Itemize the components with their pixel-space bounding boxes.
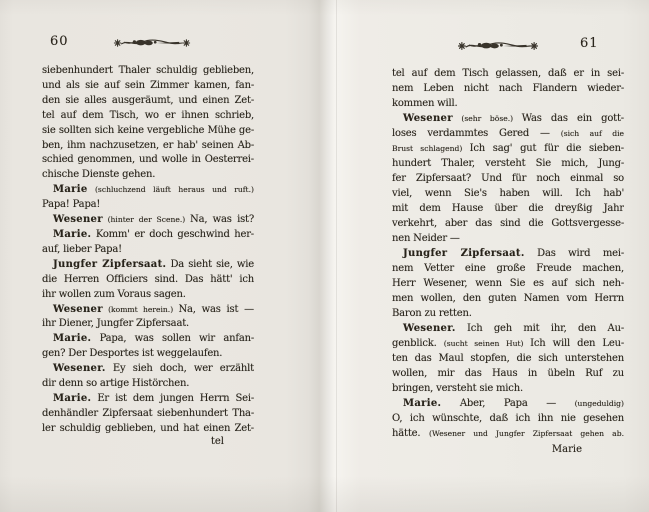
text-line: [42, 332, 254, 347]
body-text: Papa! Papa!: [42, 199, 101, 211]
body-text: Papa, was sollen wir anfan-: [91, 333, 254, 345]
speaker-name: Jungfer Zipfersaat.: [53, 258, 167, 270]
speaker-name: Wesener: [53, 214, 103, 226]
text-line: [42, 288, 254, 303]
speaker-name: Marie.: [53, 333, 92, 345]
text-line: [42, 392, 254, 407]
body-text: denhändler Zipfersaat siebenhundert Tha-: [42, 407, 254, 419]
text-line: [42, 422, 254, 437]
page-left: [0, 0, 322, 512]
stage-direction: (sehr böse.): [452, 114, 522, 123]
body-text: tel auf dem Tisch, wo er ihnen schrieb,: [42, 109, 254, 121]
body-text: ben, ihm nachzusetzen, er hab' seinen Ab-: [42, 139, 254, 151]
body-text: genblick.: [392, 338, 444, 349]
speaker-name: Wesener: [53, 303, 103, 315]
speaker-name: Jungfer Zipfersaat.: [403, 248, 525, 259]
text-line: [392, 141, 624, 156]
text-line: [392, 276, 624, 291]
text-line: [392, 111, 624, 126]
text-line: [392, 351, 624, 366]
text-line: [392, 216, 624, 231]
body-text: mit dem Hause über die dreyßig Jahr: [392, 203, 624, 214]
text-line: [42, 213, 254, 228]
text-line: [42, 303, 254, 318]
stage-direction: (ungeduldig): [574, 399, 624, 408]
body-text: loses verdammtes Gered —: [392, 128, 561, 139]
text-line: [392, 186, 624, 201]
body-text: chische Dienste gehen.: [42, 169, 156, 181]
text-column-left: [42, 64, 254, 437]
speaker-name: Marie.: [53, 228, 92, 240]
body-text: sie sollten sich keine vergebliche Mühe ge-: [42, 124, 254, 136]
text-line: [42, 228, 254, 243]
body-text: auf, lieber Papa!: [42, 243, 122, 255]
gutter-crease: [336, 0, 337, 512]
text-line: [392, 336, 624, 351]
text-column-right: [392, 66, 624, 441]
body-text: hätte.: [392, 428, 430, 439]
text-line: [42, 317, 254, 332]
body-text: nem Leben nicht nach Flandern wieder-: [392, 83, 624, 94]
text-line: [392, 291, 624, 306]
text-line: [392, 171, 624, 186]
text-line: [42, 109, 254, 124]
body-text: ihr Diener, Jungfer Zipfersaat.: [42, 318, 189, 330]
speaker-name: Marie.: [403, 398, 442, 409]
body-text: Ich sag' gut für die sieben-: [469, 143, 624, 154]
body-text: den sie alles ausgeräumt, und einen Zet-: [42, 94, 254, 106]
text-line: [42, 94, 254, 109]
text-line: [42, 243, 254, 258]
body-text: Herr Wesener, wenn Sie es auf sich neh-: [392, 278, 624, 289]
text-line: [42, 258, 254, 273]
text-line: [392, 81, 624, 96]
stage-direction: (Wesener und Jungfer Zipfersaat gehen ab.: [429, 429, 624, 438]
body-text: verkehrt, aber das sind die Gottsvergesse-: [392, 218, 624, 229]
body-text: kommen will.: [392, 98, 458, 109]
body-text: ten das Maul stopfen, die sich unterstehen: [392, 353, 624, 364]
body-text: dir denn so artige Histörchen.: [42, 378, 190, 390]
body-text: Da sieht sie, wie: [166, 258, 254, 270]
text-line: [42, 198, 254, 213]
page-number-right: 61: [580, 36, 599, 51]
body-text: viel, wenn Sie's haben will. Ich hab': [392, 188, 624, 199]
page-number-left: 60: [50, 34, 69, 49]
text-line: [392, 201, 624, 216]
body-text: Na, was ist —: [178, 303, 254, 315]
text-line: [392, 366, 624, 381]
speaker-name: Marie: [53, 184, 88, 196]
stage-direction: (hinter der Scene.): [102, 215, 191, 225]
body-text: schied genommen, und wolle in Oesterrei-: [42, 154, 254, 166]
stage-direction: (sucht seinen Hut): [443, 339, 531, 348]
text-line: [392, 321, 624, 336]
body-text: ler schuldig geblieben, und hat einen Zet-: [42, 422, 254, 434]
body-text: wollen, mir das Haus in übeln Ruf zu: [392, 368, 624, 379]
text-line: [392, 156, 624, 171]
text-line: [392, 261, 624, 276]
text-line: [392, 126, 624, 141]
body-text: und als sie auf sein Zimmer kamen, fan-: [42, 79, 254, 91]
body-text: gen? Der Desportes ist weggelaufen.: [42, 348, 223, 360]
text-line: [42, 124, 254, 139]
text-line: [42, 79, 254, 94]
text-line: [42, 153, 254, 168]
body-text: die Herren Officiers sind. Das hätt' ich: [42, 273, 254, 285]
text-line: [42, 377, 254, 392]
text-line: [42, 139, 254, 154]
header-ornament-icon: [456, 38, 540, 54]
text-line: [392, 411, 624, 426]
body-text: nen Neider —: [392, 233, 460, 244]
text-line: [42, 347, 254, 362]
text-line: [392, 231, 624, 246]
text-line: [42, 183, 254, 198]
speaker-name: Wesener.: [403, 323, 456, 334]
body-text: men wollen, den guten Namen vom Herrn: [392, 293, 624, 304]
body-text: Komm' er doch geschwind her-: [91, 228, 254, 240]
text-line: [42, 273, 254, 288]
text-line: [42, 407, 254, 422]
speaker-name: Wesener: [403, 113, 453, 124]
body-text: Na, was ist?: [190, 214, 254, 226]
speaker-name: Wesener.: [53, 363, 106, 375]
text-line: [392, 246, 624, 261]
text-line: [392, 66, 624, 81]
catchword-right: Marie: [551, 444, 582, 455]
stage-direction: (sich auf die: [560, 129, 624, 138]
body-text: fer Zipfersaat? Und für noch einmal so: [392, 173, 624, 184]
text-line: [42, 362, 254, 377]
body-text: Ich will den Leu-: [530, 338, 624, 349]
body-text: Was das ein gott-: [521, 113, 624, 124]
body-text: siebenhundert Thaler schuldig geblieben,: [42, 65, 254, 76]
body-text: ihr wollen zum Voraus sagen.: [42, 288, 186, 300]
body-text: Baron zu retten.: [392, 308, 472, 319]
text-line: [42, 168, 254, 183]
body-text: Ey sieh doch, wer erzählt: [105, 363, 254, 375]
text-line: [392, 306, 624, 321]
stage-direction: Brust schlagend): [392, 144, 470, 153]
text-line: [42, 64, 254, 79]
header-ornament-icon: [112, 35, 192, 51]
body-text: O, ich wünschte, daß ich ihn nie gesehen: [392, 413, 624, 424]
body-text: Aber, Papa —: [441, 398, 575, 409]
body-text: tel auf dem Tisch gelassen, daß er in sei-: [392, 68, 624, 79]
body-text: nem Vetter eine große Freude machen,: [392, 263, 624, 274]
text-line: [392, 426, 624, 441]
catchword-left: tel: [210, 436, 224, 447]
body-text: Er ist dem jungen Herrn Sei-: [91, 392, 254, 404]
body-text: bringen, versteht sie mich.: [392, 383, 523, 394]
stage-direction: (schluchzend läuft heraus und ruft.): [87, 185, 254, 195]
body-text: Das wird mei-: [524, 248, 624, 259]
stage-direction: (kommt herein.): [102, 304, 179, 314]
body-text: Ich geh mit ihr, den Au-: [455, 323, 624, 334]
speaker-name: Marie.: [53, 392, 92, 404]
page-right: [348, 0, 649, 512]
text-line: [392, 381, 624, 396]
body-text: hundert Thaler, versteht Sie mich, Jung-: [392, 158, 624, 169]
text-line: [392, 396, 624, 411]
text-line: [392, 96, 624, 111]
